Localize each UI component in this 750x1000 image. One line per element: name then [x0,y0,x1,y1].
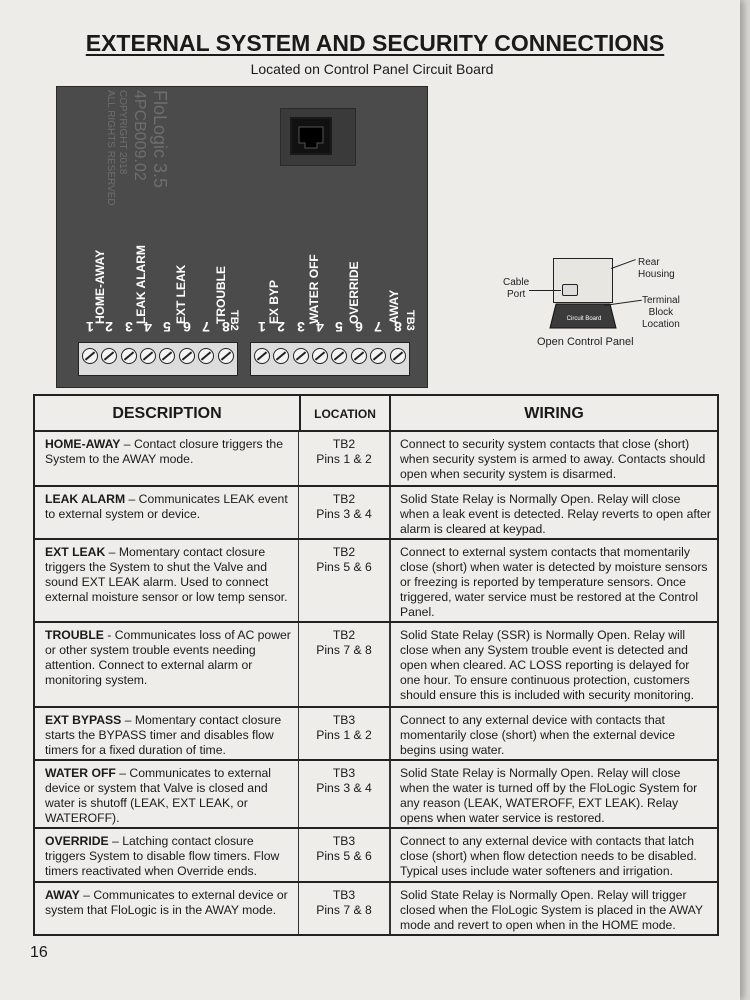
row-location: TB3 Pins 5 & 6 [299,829,391,881]
screw-terminal-icon [101,348,117,364]
rear-housing-label: Rear Housing [638,257,675,280]
row-location: TB2 Pins 1 & 2 [299,432,391,485]
row-location: TB3 Pins 3 & 4 [299,761,391,827]
screw-terminal-icon [331,348,347,364]
table-row [35,759,717,827]
screw-terminal-icon [179,348,195,364]
tb2-pin: 2 [105,319,113,335]
header-description: DESCRIPTION [35,396,301,430]
screw-terminal-icon [293,348,309,364]
row-wiring: Solid State Relay is Normally Open. Relay will close when a leak event is detected. Relay reverts to open after alarm is cleared at keypad. [400,492,711,536]
diagram-caption: Open Control Panel [537,336,634,348]
screw-terminal-icon [390,348,406,364]
row-wiring: Connect to external system contacts that momentarily close (short) when water is detected by moisture sensors or freezing is reported by temperature sensors. Once triggered, water service must be restored at the Control Panel. [400,545,708,619]
tb3-pin: 1 [258,319,266,335]
screw-terminal-icon [370,348,386,364]
tb3-label-override: OVERRIDE [347,261,361,324]
screw-terminal-icon [254,348,270,364]
page-number: 16 [30,944,48,961]
row-description: EXT LEAK – Momentary contact closure triggers the System to shut the Valve and sound EXT LEAK alarm. Used to connect external moisture sensor or low temp sensor. [35,540,299,621]
tb3-pin: 4 [316,319,324,335]
tb2-pin: 7 [202,319,210,335]
header-wiring: WIRING [524,405,584,422]
screw-terminal-icon [218,348,234,364]
screw-terminal-icon [312,348,328,364]
table-row [35,430,717,485]
tb2-label-leak-alarm: LEAK ALARM [134,245,148,324]
table-row [35,621,717,706]
row-location: TB2 Pins 7 & 8 [299,623,391,706]
row-wiring: Solid State Relay is Normally Open. Relay will trigger closed when the FloLogic System is placed in the AWAY mode and revert to open when in the HOME mode. [400,888,703,932]
page-title: EXTERNAL SYSTEM AND SECURITY CONNECTIONS [85,30,665,56]
page-subtitle: Located on Control Panel Circuit Board [250,61,494,77]
tb2-pin: 5 [163,319,171,335]
tb3-pin: 8 [394,319,402,335]
row-description: OVERRIDE – Latching contact closure triggers System to disable flow timers. Flow timers reactivated when Override ends. [35,829,299,881]
connections-table [33,394,719,936]
board-rights: ALL RIGHTS RESERVED [105,90,116,206]
screw-terminal-icon [273,348,289,364]
row-description: LEAK ALARM – Communicates LEAK event to external system or device. [35,487,299,538]
rear-housing-shape [553,258,613,303]
screw-terminal-icon [198,348,214,364]
tb3-label-ex-byp: EX BYP [267,279,281,324]
header-location: LOCATION [301,396,391,430]
row-location: TB3 Pins 1 & 2 [299,708,391,759]
terminal-block-label: Terminal Block Location [642,295,680,330]
tb3-pin: 6 [355,319,363,335]
row-location: TB3 Pins 7 & 8 [299,883,391,934]
tb2-pin: 6 [183,319,191,335]
row-description: WATER OFF – Communicates to external device or system that Valve is closed and water is shutoff (LEAK, EXT LEAK, or WATEROFF). [35,761,299,827]
screw-terminal-icon [121,348,137,364]
table-row [35,827,717,881]
cable-port-icon [562,284,578,296]
row-description: EXT BYPASS – Momentary contact closure starts the BYPASS timer and disables flow timers for a fixed duration of time. [35,708,299,759]
tb3-pin: 3 [297,319,305,335]
board-model: FloLogic 3.5 [150,90,170,189]
tb3-label-water-off: WATER OFF [307,254,321,324]
row-wiring: Connect to security system contacts that close (short) when security system is armed to away. Contacts should open when security system is disarmed. [400,437,706,481]
tb2-pin: 8 [222,319,230,335]
board-identification [80,90,180,230]
tb3-label-away: AWAY [387,289,401,324]
tb2-pin: 1 [86,319,94,335]
table-row [35,485,717,538]
board-pcb-number: 4PCB009.02 [131,90,148,181]
tb3-pin: 5 [335,319,343,335]
screw-terminal-icon [82,348,98,364]
row-location: TB2 Pins 5 & 6 [299,540,391,621]
board-copyright: COPYRIGHT 2018 [117,90,128,175]
row-description: HOME-AWAY – Contact closure triggers the System to the AWAY mode. [35,432,299,485]
tb2-label-home-away: HOME-AWAY [93,249,107,324]
manual-page: EXTERNAL SYSTEM AND SECURITY CONNECTIONS Located on Control Panel Circuit Board FloLogic 3.5 4PCB009.02 COPYRIGHT 2018 ALL RIGHTS RESERVED HOME-AWAY LEAK ALARM EXT LEAK TROUBLE TB2 EX BYP WATER OFF OVERRIDE AWAY TB3 1 2 3 4 5 6 7 8 1 2 3 4 5 6 7 8 Circuit Board Rear Housing Cable Port Terminal Block Location Open Control Panel DESCRIPTION LOCATION WIRING HOME-AWAY – Contact closure triggers the System to the AWAY mode. TB2 Pins 1 & 2 Connect to security system contacts that close (short) when security system is armed to away. Contacts should open when security system is disarmed. LEAK ALARM – Communicates LEAK event to external system or device. TB2 Pins 3 & 4 Solid State Relay is Normally Open. Relay will close when a leak event is detected. Relay reverts to open after alarm is cleared at keypad. EXT LEAK – Momentary contact closure triggers the System to shut the Valve and sound EXT LEAK alarm. Used to connect external moisture sensor or low temp sensor. TB2 Pins 5 & 6 Connect to external system contacts that momentarily close (short) when water is detected by moisture sensors or freezing is reported by temperature sensors. Once triggered, water service must be restored at the Control Panel. TROUBLE - Communicates loss of AC power or other system trouble events needing attention. Connect to external alarm or monitoring system. TB2 Pins 7 & 8 Solid State Relay (SSR) is Normally Open. Relay will close when any System trouble event is detected and open when cleared. AC LOSS reporting is delayed for one hour. To ensure continuous protection, customers should ensure this is included with security monitoring. EXT BYPASS – Momentary contact closure starts the BYPASS timer and disables flow timers for a fixed duration of time. TB3 Pins 1 & 2 Connect to any external device with contacts that momentarily close (short) when the external device begins using water. WATER OFF – Communicates to external device or system that Valve is closed and water is shutoff (LEAK, EXT LEAK, or WATEROFF). TB3 Pins 3 & 4 Solid State Relay is Normally Open. Relay will close when the water is turned off by the FloLogic System for any reason (LEAK, WATEROFF, EXT LEAK). Relay opens when water service is restored. OVERRIDE – Latching contact closure triggers System to disable flow timers. Flow timers reactivated when Override ends. TB3 Pins 5 & 6 Connect to any external device with contacts that latch close (short) when flow detection needs to be disabled. Typical uses include water softeners and irrigation. AWAY – Communicates to external device or system that FloLogic is in the AWAY mode. TB3 Pins 7 & 8 Solid State Relay is Normally Open. Relay will trigger closed when the FloLogic System is placed in the AWAY mode and revert to open when in the HOME mode. 16 [0,0,740,1000]
table-row [35,881,717,934]
screw-terminal-icon [351,348,367,364]
tb3-pin: 7 [374,319,382,335]
row-wiring: Connect to any external device with contacts that momentarily close (short) when the external device begins using water. [400,713,676,757]
row-location: TB2 Pins 3 & 4 [299,487,391,538]
table-row [35,706,717,759]
screw-terminal-icon [140,348,156,364]
row-wiring: Connect to any external device with contacts that latch close (short) when flow detection needs to be disabled. Typical uses include water softeners and irrigation. [400,834,697,878]
tb2-pin: 4 [144,319,152,335]
cable-port-label: Cable Port [503,277,530,300]
ethernet-port-icon [290,117,332,155]
rear-housing-arrow [611,259,636,269]
screw-terminal-icon [159,348,175,364]
cable-port-arrow [529,290,561,291]
tb3-pin: 2 [277,319,285,335]
tb2-label-trouble: TROUBLE [214,266,228,324]
circuit-board-label: Circuit Board [566,316,602,322]
table-row [35,538,717,621]
row-description: AWAY – Communicates to external device or system that FloLogic is in the AWAY mode. [35,883,299,934]
tb2-pin: 3 [125,319,133,335]
row-description: TROUBLE - Communicates loss of AC power or other system trouble events needing attention. Connect to external alarm or monitoring system. [35,623,299,706]
row-wiring: Solid State Relay (SSR) is Normally Open. Relay will close when any System trouble event is detected and open when cleared. AC LOSS reporting is delayed for one hour. To ensure continuous protection, customers should ensure this is included with security monitoring. [400,628,694,702]
row-wiring: Solid State Relay is Normally Open. Relay will close when the water is turned off by the FloLogic System for any reason (LEAK, WATEROFF, EXT LEAK). Relay opens when water service is restored. [400,766,698,825]
tb2-label-ext-leak: EXT LEAK [174,264,188,324]
rj-jack-icon [290,117,332,155]
